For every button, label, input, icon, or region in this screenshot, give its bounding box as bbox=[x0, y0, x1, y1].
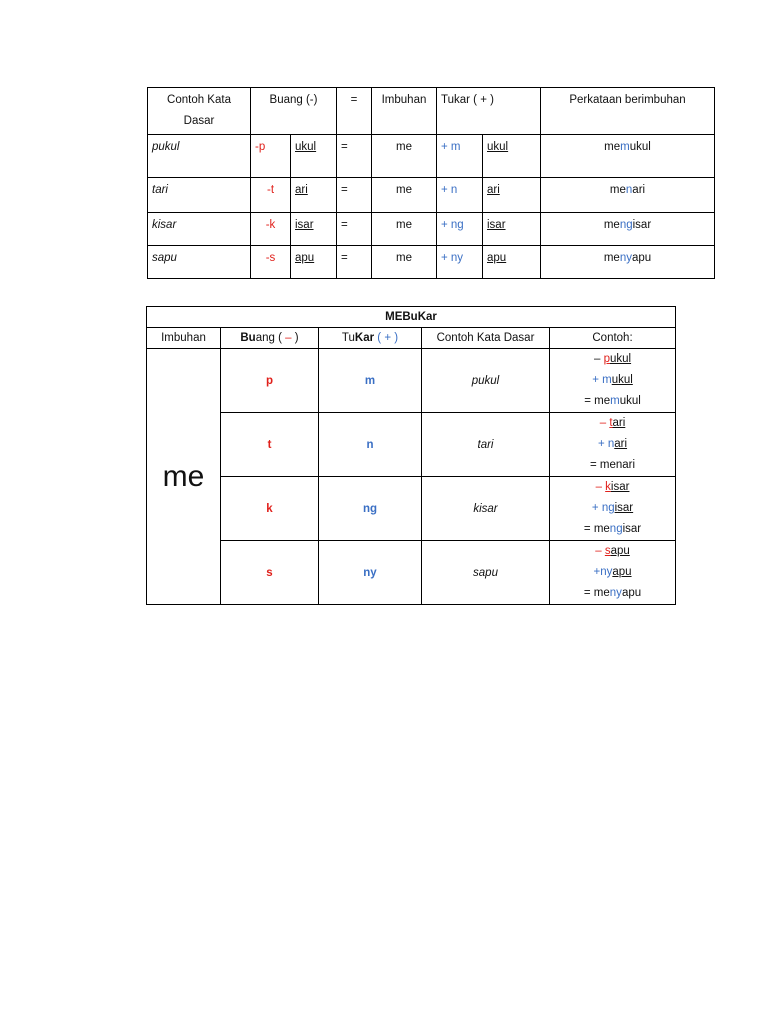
perkataan-berimbuhan bbox=[541, 135, 715, 178]
root-rest: apu bbox=[612, 566, 632, 578]
root-rest: ari bbox=[612, 417, 626, 429]
kata-dasar: tari bbox=[148, 178, 251, 213]
buang-letter: -k bbox=[251, 213, 291, 246]
contoh-example bbox=[550, 349, 676, 413]
equals-sign: = bbox=[337, 178, 372, 213]
table-row bbox=[148, 213, 715, 246]
result-root: ukul bbox=[619, 395, 641, 407]
header-imbuhan: Imbuhan bbox=[147, 328, 221, 349]
root-rest: apu bbox=[610, 545, 630, 557]
remaining-root: isar bbox=[483, 213, 541, 246]
result-root: apu bbox=[621, 587, 642, 599]
minus-symbol: – bbox=[285, 332, 292, 344]
removed-letter: t bbox=[609, 417, 613, 429]
tukar-letter: + ng bbox=[437, 213, 483, 246]
root-rest: ukul bbox=[609, 353, 632, 365]
root-rest: isar bbox=[614, 502, 634, 514]
perkataan-berimbuhan bbox=[541, 213, 715, 246]
table-row bbox=[147, 413, 676, 477]
header-tukar-pre: Tu bbox=[341, 332, 355, 344]
result-prefix: = me bbox=[583, 587, 610, 599]
remaining-root: ari bbox=[291, 178, 337, 213]
example-line-result bbox=[550, 391, 675, 412]
buang-letter: s bbox=[221, 541, 319, 605]
nasal-part: m bbox=[620, 141, 630, 153]
header-buang-bold: Bu bbox=[240, 332, 256, 344]
example-line-add bbox=[550, 370, 675, 391]
remaining-root: isar bbox=[291, 213, 337, 246]
table-title: MEBuKar bbox=[147, 307, 676, 328]
imbuhan-value: me bbox=[372, 135, 437, 178]
header-imbuhan: Imbuhan bbox=[372, 88, 437, 135]
imbuhan-value: me bbox=[372, 178, 437, 213]
remaining-root: ukul bbox=[483, 135, 541, 178]
contoh-example bbox=[550, 477, 676, 541]
kata-dasar: pukul bbox=[148, 135, 251, 178]
added-nasal: ng bbox=[601, 502, 615, 514]
imbuhan-value: me bbox=[372, 213, 437, 246]
table-row bbox=[147, 541, 676, 605]
nasal-part: n bbox=[625, 184, 633, 196]
table-row bbox=[147, 477, 676, 541]
prefix-part: me bbox=[603, 219, 620, 231]
table-row bbox=[148, 178, 715, 213]
example-line-add bbox=[550, 434, 675, 455]
prefix-me: me bbox=[147, 349, 221, 605]
buang-letter: -p bbox=[251, 135, 291, 178]
plus-symbol: + bbox=[591, 502, 599, 514]
mebukar-table bbox=[146, 306, 676, 605]
plus-symbol: + bbox=[597, 438, 605, 450]
table-row bbox=[148, 135, 715, 178]
plus-symbol: + bbox=[384, 332, 392, 344]
prefix-part: me bbox=[604, 141, 621, 153]
result-prefix: = me bbox=[589, 459, 616, 471]
buang-letter: t bbox=[221, 413, 319, 477]
nasal-part: ng bbox=[619, 219, 633, 231]
root-part: ari bbox=[632, 184, 646, 196]
tukar-letter: n bbox=[319, 413, 422, 477]
added-nasal: ny bbox=[600, 566, 613, 578]
added-nasal: m bbox=[602, 374, 612, 386]
buang-letter: -t bbox=[251, 178, 291, 213]
result-nasal: ng bbox=[609, 523, 623, 535]
kata-dasar: pukul bbox=[422, 349, 550, 413]
perkataan-berimbuhan bbox=[541, 178, 715, 213]
example-line-result bbox=[550, 455, 675, 476]
remaining-root: ari bbox=[483, 178, 541, 213]
tukar-letter: ny bbox=[319, 541, 422, 605]
header-contoh-kata-dasar: Contoh Kata Dasar bbox=[422, 328, 550, 349]
perkataan-berimbuhan bbox=[541, 246, 715, 279]
example-line-remove bbox=[550, 349, 675, 370]
minus-symbol: – bbox=[599, 417, 607, 429]
remaining-root: ukul bbox=[291, 135, 337, 178]
contoh-example bbox=[550, 541, 676, 605]
table-row bbox=[148, 246, 715, 279]
buang-letter: k bbox=[221, 477, 319, 541]
result-nasal: ny bbox=[609, 587, 622, 599]
root-part: apu bbox=[631, 252, 652, 264]
tukar-letter: ng bbox=[319, 477, 422, 541]
prefix-part: me bbox=[603, 252, 620, 264]
result-nasal: n bbox=[615, 459, 623, 471]
removed-letter: s bbox=[604, 545, 611, 557]
kata-dasar: kisar bbox=[148, 213, 251, 246]
root-rest: ari bbox=[614, 438, 628, 450]
header-equals: = bbox=[337, 88, 372, 135]
imbuhan-table bbox=[147, 87, 715, 279]
example-line-remove bbox=[550, 413, 675, 434]
equals-sign: = bbox=[337, 213, 372, 246]
prefix-part: me bbox=[609, 184, 626, 196]
nasal-part: ny bbox=[619, 252, 632, 264]
remaining-root: apu bbox=[291, 246, 337, 279]
buang-letter: -s bbox=[251, 246, 291, 279]
minus-symbol: – bbox=[595, 481, 602, 493]
header-perkataan-berimbuhan: Perkataan berimbuhan bbox=[541, 88, 715, 135]
buang-letter: p bbox=[221, 349, 319, 413]
header-tukar-close: ) bbox=[394, 332, 399, 344]
minus-symbol: – bbox=[595, 545, 602, 557]
table-title-row bbox=[147, 307, 676, 328]
header-contoh-kata-dasar: Contoh Kata Dasar bbox=[148, 88, 251, 135]
header-tukar bbox=[319, 328, 422, 349]
header-buang-rest: ang bbox=[255, 332, 275, 344]
result-nasal: m bbox=[610, 395, 620, 407]
minus-symbol: – bbox=[593, 353, 601, 365]
kata-dasar: tari bbox=[422, 413, 550, 477]
equals-sign: = bbox=[337, 246, 372, 279]
plus-symbol: + bbox=[593, 566, 601, 578]
tukar-letter: + ny bbox=[437, 246, 483, 279]
plus-symbol: + bbox=[592, 374, 599, 386]
table-row bbox=[147, 349, 676, 413]
removed-letter: k bbox=[605, 481, 611, 493]
header-tukar: Tukar ( + ) bbox=[437, 88, 541, 135]
kata-dasar: kisar bbox=[422, 477, 550, 541]
result-prefix: = me bbox=[583, 523, 610, 535]
header-buang-close: ) bbox=[294, 332, 299, 344]
result-root: isar bbox=[622, 523, 642, 535]
header-buang-open: ( bbox=[278, 332, 282, 344]
root-part: isar bbox=[632, 219, 652, 231]
removed-letter: p bbox=[603, 353, 610, 365]
header-tukar-open: ( bbox=[377, 332, 382, 344]
added-nasal: n bbox=[607, 438, 615, 450]
example-line-remove bbox=[550, 477, 675, 498]
header-tukar-bold: Kar bbox=[354, 332, 375, 344]
header-contoh: Contoh: bbox=[550, 328, 676, 349]
contoh-example bbox=[550, 413, 676, 477]
example-line-result bbox=[550, 583, 675, 604]
table-header-row bbox=[147, 328, 676, 349]
imbuhan-value: me bbox=[372, 246, 437, 279]
header-buang: Buang (-) bbox=[251, 88, 337, 135]
header-buang bbox=[221, 328, 319, 349]
result-prefix: = me bbox=[584, 395, 611, 407]
remaining-root: apu bbox=[483, 246, 541, 279]
root-rest: isar bbox=[610, 481, 630, 493]
kata-dasar: sapu bbox=[148, 246, 251, 279]
root-part: ukul bbox=[629, 141, 651, 153]
tukar-letter: + m bbox=[437, 135, 483, 178]
example-line-add bbox=[550, 562, 675, 583]
kata-dasar: sapu bbox=[422, 541, 550, 605]
result-root: ari bbox=[622, 459, 636, 471]
example-line-remove bbox=[550, 541, 675, 562]
tukar-letter: + n bbox=[437, 178, 483, 213]
tukar-letter: m bbox=[319, 349, 422, 413]
root-rest: ukul bbox=[611, 374, 633, 386]
example-line-add bbox=[550, 498, 675, 519]
equals-sign: = bbox=[337, 135, 372, 178]
table-header-row bbox=[148, 88, 715, 135]
example-line-result bbox=[550, 519, 675, 540]
